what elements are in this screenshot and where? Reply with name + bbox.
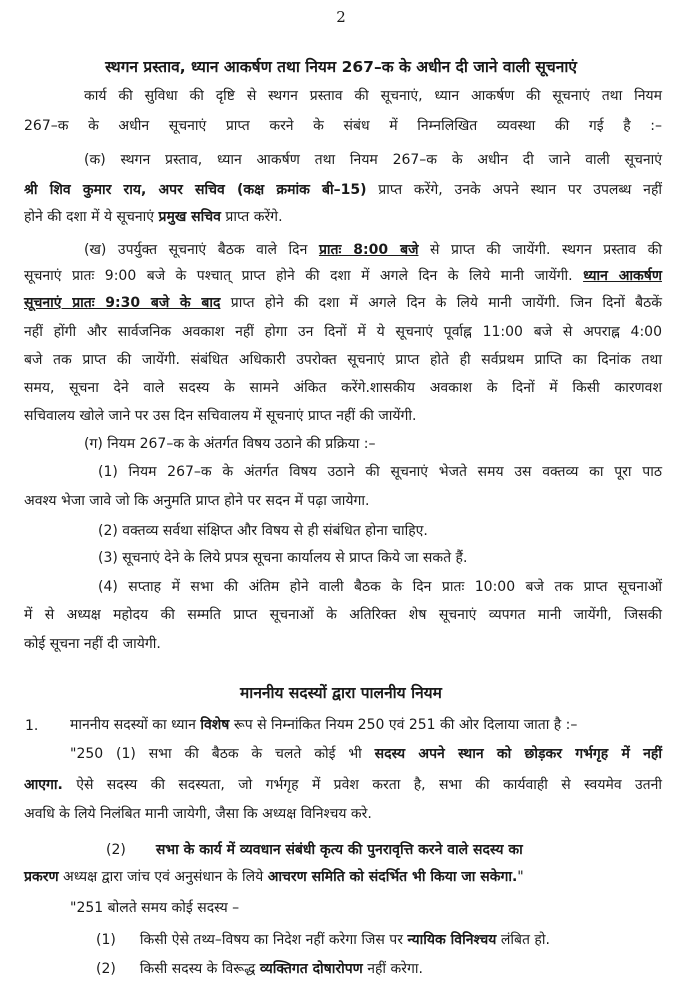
section-title-member-rules: माननीय सदस्यों द्वारा पालनीय नियम [240, 684, 442, 702]
clause-ga-2: (2) वक्तव्य सर्वथा संक्षिप्त और विषय से ही संबंधित होना चाहिए. [98, 523, 428, 539]
clause-kha-line-1: (ख) उपर्युक्त सूचनाएं बैठक वाले दिन प्रातः 8:00 बजे से प्राप्त की जायेंगी. स्थगन प्रस्ताव की [84, 242, 662, 258]
clause-kha-line-6: समय, सूचना देने वाले सदस्य के सामने अंकित करेंगे.शासकीय अवकाश के दिनों में किसी कारणवश [24, 380, 662, 396]
clause-kha-line-7: सचिवालय खोले जाने पर उस दिन सचिवालय में सूचनाएं प्राप्त नहीं की जायेंगी. [24, 408, 417, 424]
rule-251-1: (1) किसी ऐसे तथ्य–विषय का निदेश नहीं करेगा जिस पर न्यायिक विनिश्चय लंबित हो. [96, 932, 550, 948]
item-1-number: 1. [25, 718, 39, 734]
clause-ga-3: (3) सूचनाएं देने के लिये प्रपत्र सूचना कार्यालय से प्राप्त किये जा सकते हैं. [98, 550, 468, 566]
clause-ga-heading: (ग) नियम 267–क के अंतर्गत विषय उठाने की प्रक्रिया :– [84, 436, 376, 452]
rule-250-line-2: आएगा. ऐसे सदस्य की सदस्यता, जो गर्भगृह में प्रवेश करता है, सभा की कार्यवाही से स्वयमेव उतनी [24, 777, 662, 793]
rule-251-heading: "251 बोलते समय कोई सदस्य – [70, 900, 240, 916]
clause-ga-1-line-1: (1) नियम 267–क के अंतर्गत विषय उठाने की सूचनाएं भेजते समय उस वक्तव्य का पूरा पाठ [98, 464, 662, 480]
intro-line-1: कार्य की सुविधा की दृष्टि से स्थगन प्रस्ताव की सूचनाएं, ध्यान आकर्षण की सूचनाएं तथा नियम [84, 88, 662, 104]
clause-kha-line-4: नहीं होंगी और सार्वजनिक अवकाश नहीं होगा उन दिनों में ये सूचनाएं पूर्वाह्न 11:00 बजे से अपराह्न 4:00 [24, 324, 662, 340]
clause-kha-line-2: सूचनाएं प्रातः 9:00 बजे के पश्चात् प्राप्त होने की दशा में अगले दिन के लिये मानी जायेंगी. ध्यान आकर्षण [24, 268, 662, 284]
intro-line-2: 267–क के अधीन सूचनाएं प्राप्त करने के संबंध में निम्नलिखित व्यवस्था की गई है :– [24, 118, 662, 134]
clause-ga-4-line-3: कोई सूचना नहीं दी जायेगी. [24, 636, 161, 652]
clause-kha-line-3: सूचनाएं प्रातः 9:30 बजे के बाद प्राप्त होने की दशा में अगले दिन के लिये मानी जायेंगी. जिन दिनों बैठकें [24, 295, 662, 311]
clause-ka-line-3: होने की दशा में ये सूचनाएं प्रमुख सचिव प्राप्त करेंगे. [24, 209, 283, 225]
rule-251-2: (2) किसी सदस्य के विरूद्ध व्यक्तिगत दोषारोपण नहीं करेगा. [96, 961, 423, 977]
clause-ga-4-line-1: (4) सप्ताह में सभा की अंतिम होने वाली बैठक के दिन प्रातः 10:00 बजे तक प्राप्त सूचनाओं [98, 579, 662, 595]
page-number: 2 [336, 8, 346, 26]
clause-ka-line-1: (क) स्थगन प्रस्ताव, ध्यान आकर्षण तथा नियम 267–क के अधीन दी जाने वाली सूचनाएं [84, 152, 662, 168]
rule-250-2-line-2: प्रकरण अध्यक्ष द्वारा जांच एवं अनुसंधान के लिये आचरण समिति को संदर्भित भी किया जा सकेगा." [24, 869, 524, 885]
rule-250-line-1: "250 (1) सभा की बैठक के चलते कोई भी सदस्य अपने स्थान को छोड़कर गर्भगृह में नहीं [70, 746, 662, 762]
rule-250-line-3: अवधि के लिये निलंबित मानी जायेगी, जैसा कि अध्यक्ष विनिश्चय करे. [24, 806, 372, 822]
clause-kha-line-5: बजे तक प्राप्त की जायेंगी. संबंधित अधिकारी उपरोक्त सूचनाएं प्राप्त होते ही सर्वप्रथम प्राप्ति का दिनांक तथा [24, 352, 662, 368]
rule-250-2-line-1: (2) सभा के कार्य में व्यवधान संबंधी कृत्य की पुनरावृत्ति करने वाले सदस्य का [106, 842, 523, 858]
item-1-text: माननीय सदस्यों का ध्यान विशेष रूप से निम्नांकित नियम 250 एवं 251 की ओर दिलाया जाता है :– [70, 717, 578, 733]
clause-ga-4-line-2: में से अध्यक्ष महोदय की सम्मति प्राप्त सूचनाओं के अतिरिक्त शेष सूचनाएं व्यपगत मानी जायेंगी, जिसकी [24, 607, 662, 623]
clause-ga-1-line-2: अवश्य भेजा जावे जो कि अनुमति प्राप्त होने पर सदन में पढ़ा जायेगा. [24, 493, 370, 509]
section-title-notices: स्थगन प्रस्ताव, ध्यान आकर्षण तथा नियम 267–क के अधीन दी जाने वाली सूचनाएं [105, 58, 577, 76]
clause-ka-line-2: श्री शिव कुमार राय, अपर सचिव (कक्ष क्रमांक बी–15) प्राप्त करेंगे, उनके अपने स्थान पर उपलब्ध नहीं [24, 182, 663, 198]
officer-name: श्री शिव कुमार राय, अपर सचिव (कक्ष क्रमांक बी–15) [24, 182, 367, 198]
